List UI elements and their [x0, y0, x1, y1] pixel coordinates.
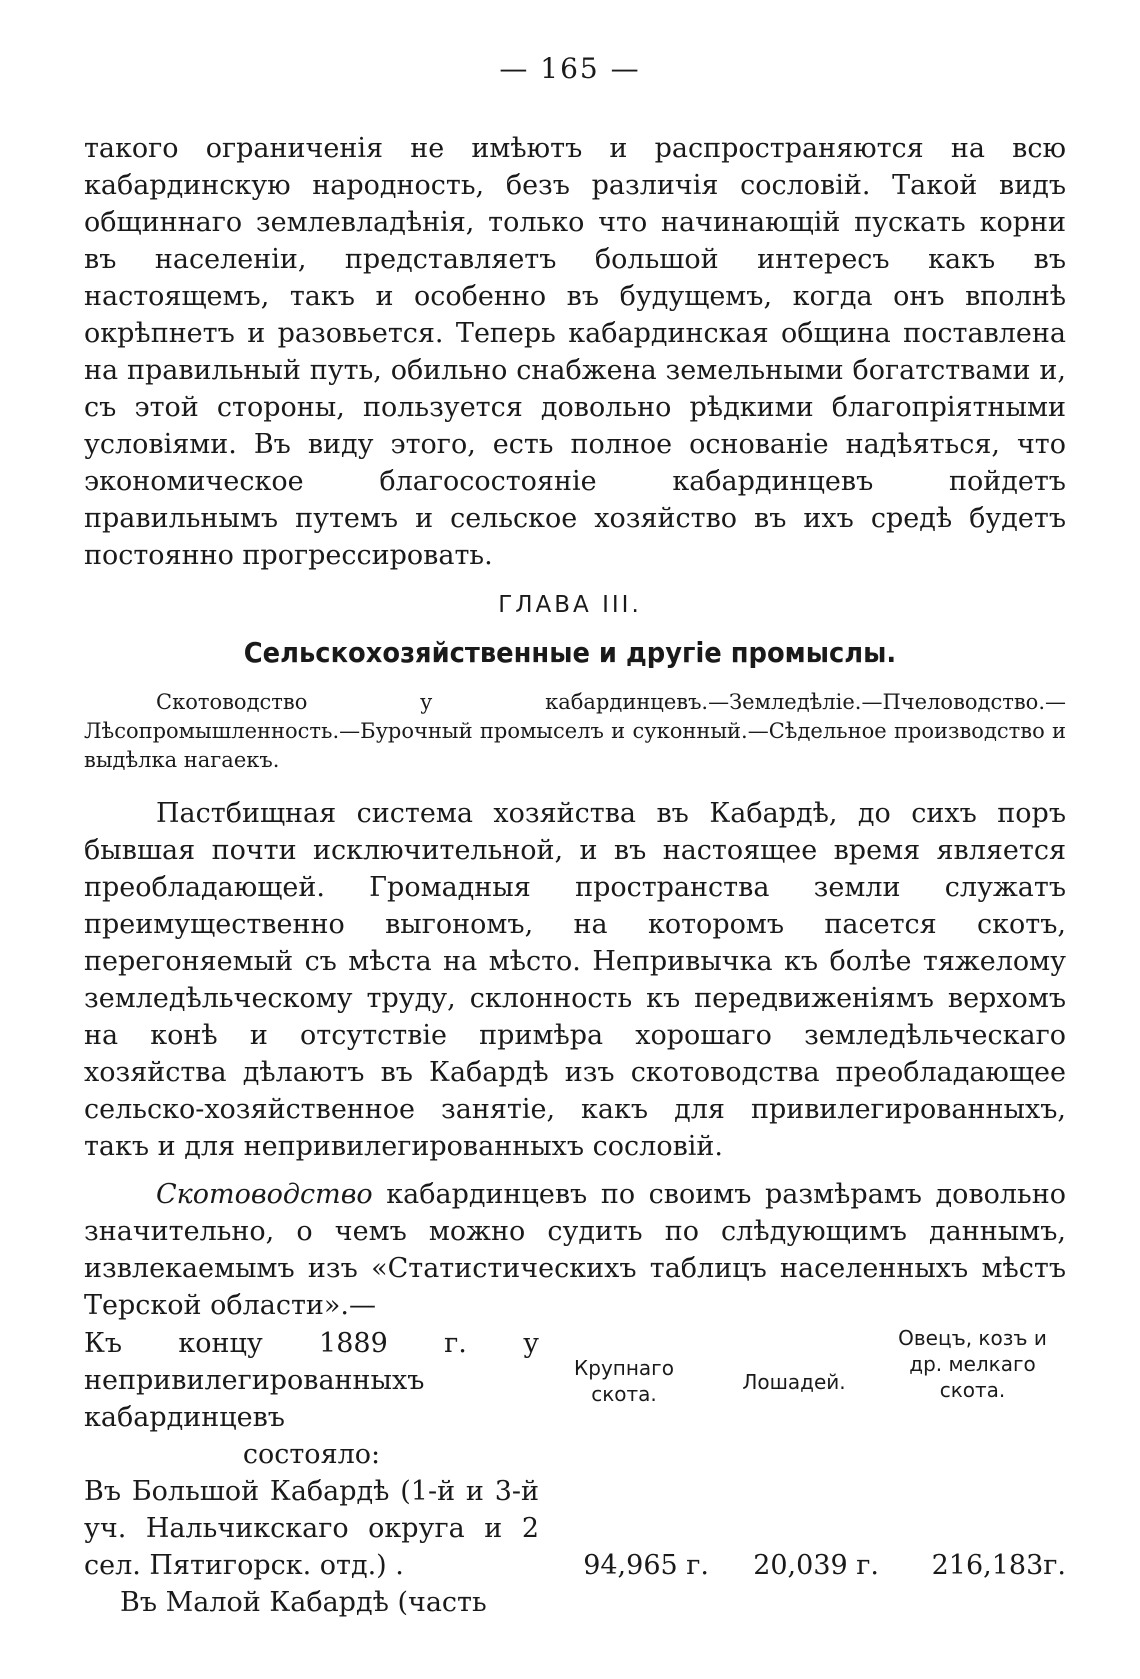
statistics-table [84, 1325, 1066, 1621]
statistics-header-row [84, 1325, 1066, 1473]
paragraph-3-italic-term: Скотоводство [156, 1179, 373, 1210]
column-header-cattle: Крупнаго скота. [574, 1356, 674, 1406]
paragraph-3-text: кабардинцевъ по своимъ размѣрамъ довольно значительно, о чемъ можно судить по слѣдующимъ даннымъ, извлекаемымъ изъ «Статистическихъ таблицъ населенныхъ мѣстъ Терской области».— [84, 1179, 1066, 1321]
cell-cattle: 94,965 г. [583, 1550, 709, 1581]
row-label-big-kabarda: Въ Большой Кабардѣ (1-й и 3-й уч. Нальчикскаго округа и 2 сел. Пятигорск. отд.) . [84, 1476, 539, 1581]
chapter-title: Сельскохозяйственные и другіе промыслы. [243, 636, 897, 669]
chapter-label: ГЛАВА III. [498, 592, 642, 618]
table-row [84, 1473, 1066, 1584]
paragraph-3 [84, 1176, 1066, 1324]
paragraph-1: такого ограниченія не имѣютъ и распространяются на всю кабардинскую народность, безъ различія сословій. Такой видъ общиннаго землевладѣнія, только что начинающій пускать корни въ населеніи, представляетъ большой интересъ какъ въ настоящемъ, такъ и особенно въ будущемъ, когда онъ вполнѣ окрѣпнетъ и разовьется. Теперь кабардинская община поставлена на правильный путь, обильно снабжена земельными богатствами и, съ этой стороны, пользуется довольно рѣдкими благопріятными условіями. Въ виду этого, есть полное основаніе надѣяться, что экономическое благосостояніе кабардинцевъ пойдетъ правильнымъ путемъ и сельское хозяйство въ ихъ средѣ будетъ постоянно прогрессировать. [84, 133, 1066, 571]
cell-sheep: 216,183г. [931, 1550, 1066, 1581]
chapter-summary: Скотоводство у кабардинцевъ.—Земледѣліе.—Пчеловодство.—Лѣсопромышленность.—Бурочный промыселъ и суконный.—Сѣдельное производство и выдѣлка нагаекъ. [84, 690, 1066, 772]
page-number: — 165 — [499, 52, 641, 85]
statistics-intro-text: Къ концу 1889 г. у непривилегированныхъ кабардинцевъ [84, 1328, 539, 1433]
row-label-small-kabarda: Въ Малой Кабардѣ (часть [120, 1587, 487, 1618]
statistics-intro [84, 1325, 539, 1473]
statistics-intro-end: состояло: [242, 1439, 381, 1470]
paragraph-2: Пастбищная система хозяйства въ Кабардѣ, до сихъ поръ бывшая почти исключительной, и въ настоящее время является преобладающей. Громадныя пространства земли служатъ преимущественно выгономъ, на которомъ пасется скотъ, перегоняемый съ мѣста на мѣсто. Непривычка къ болѣе тяжелому земледѣльческому труду, склонность къ передвиженіямъ верхомъ на конѣ и отсутствіе примѣра хорошаго земледѣльческаго хозяйства дѣлаютъ въ Кабардѣ изъ скотоводства преобладающее сельско-хозяйственное занятіе, какъ для привилегированныхъ, такъ и для непривилегированныхъ сословій. [84, 798, 1066, 1162]
row-values [539, 1473, 1066, 1584]
cell-horses: 20,039 г. [753, 1550, 879, 1581]
column-header-horses: Лошадей. [742, 1370, 846, 1394]
column-header-sheep: Овецъ, козъ и др. мелкаго скота. [898, 1326, 1047, 1402]
table-row [84, 1584, 1066, 1621]
